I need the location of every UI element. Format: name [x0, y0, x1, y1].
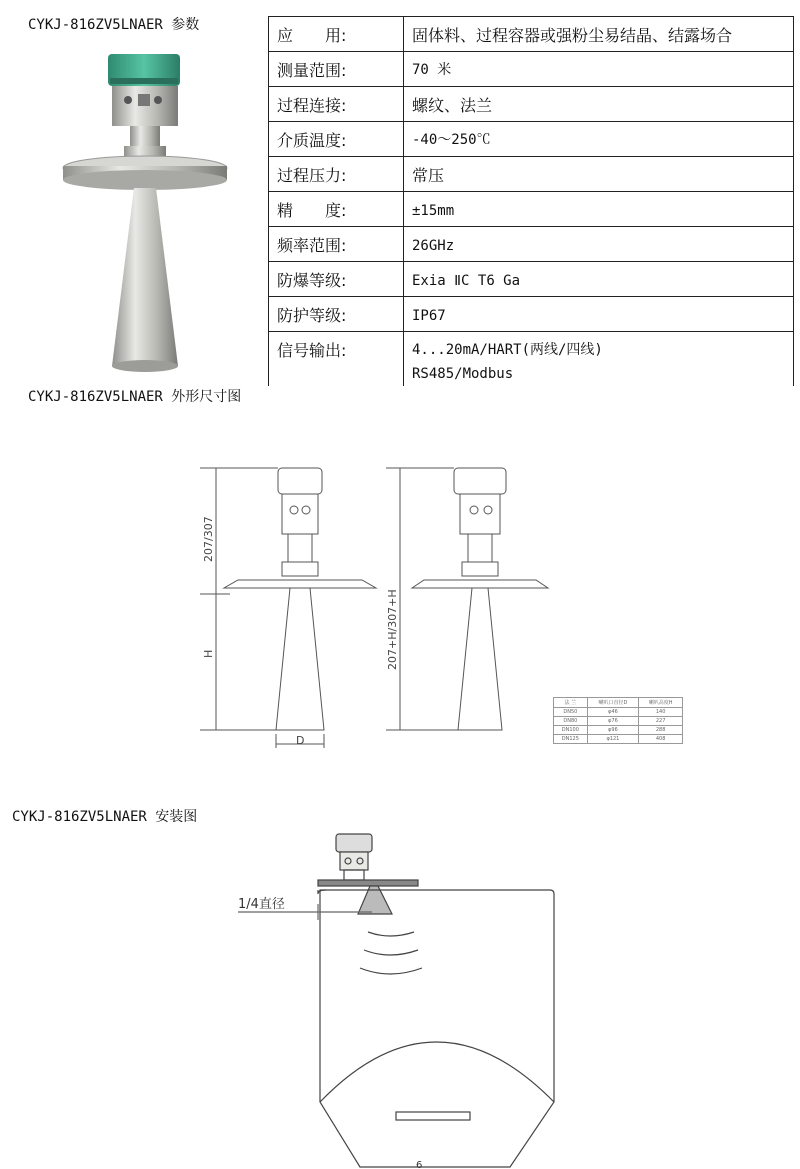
flange-table-cell: φ76 [587, 717, 639, 726]
diameter-label: D [296, 734, 305, 747]
left-top-dim-label: 207/307 [202, 516, 215, 562]
params-row [269, 227, 794, 262]
installation-drawing [230, 832, 570, 1169]
flange-table-header: 喇叭口直径D [587, 698, 639, 708]
param-key: 过程连接: [269, 87, 404, 122]
installation-heading: CYKJ-816ZV5LNAER 安装图 [12, 809, 198, 825]
param-value-text: Exia ⅡC T6 Ga [412, 272, 521, 289]
param-key: 介质温度: [269, 122, 404, 157]
flange-table-header-row [554, 698, 683, 708]
param-value [404, 297, 794, 332]
params-row [269, 297, 794, 332]
param-key: 频率范围: [269, 227, 404, 262]
param-value-text: 70 米 [412, 62, 452, 78]
params-row [269, 122, 794, 157]
param-value-line: RS485/Modbus [412, 366, 514, 382]
param-key: 应 用: [269, 17, 404, 52]
param-value-text: 常压 [412, 165, 445, 185]
flange-table-cell: 408 [639, 735, 683, 744]
flange-table-cell: φ96 [587, 726, 639, 735]
params-row [269, 17, 794, 52]
dimensions-heading: CYKJ-816ZV5LNAER 外形尺寸图 [28, 389, 242, 405]
param-value [404, 157, 794, 192]
param-key: 精 度: [269, 192, 404, 227]
param-value-text: 螺纹、法兰 [412, 95, 493, 115]
params-row [269, 52, 794, 87]
param-value-text: 26GHz [412, 237, 455, 254]
flange-table-header: 喇叭高度H [639, 698, 683, 708]
right-total-dim-label: 207+H/307+H [386, 589, 399, 670]
param-value-text: IP67 [412, 307, 446, 324]
param-value-line: 4...20mA/HART(两线/四线) [412, 342, 603, 358]
tank-body [320, 890, 554, 1167]
tank-material-surface [320, 1042, 554, 1102]
flange-table-cell: φ46 [587, 708, 639, 717]
param-value [404, 332, 794, 387]
flange-table-row [554, 708, 683, 717]
params-row [269, 87, 794, 122]
left-head-body [282, 494, 318, 534]
flange-table-row [554, 726, 683, 735]
left-head-cap [278, 468, 322, 494]
params-row [269, 157, 794, 192]
left-horn [276, 588, 324, 730]
flange-table-cell: DN125 [554, 735, 588, 744]
right-horn [458, 588, 502, 730]
params-row [269, 192, 794, 227]
flange-size-table [553, 697, 683, 744]
param-key: 测量范围: [269, 52, 404, 87]
params-row [269, 332, 794, 387]
param-value [404, 122, 794, 157]
flange-table-cell: 288 [639, 726, 683, 735]
right-head-cap [454, 468, 506, 494]
flange-table-header: 法 兰 [554, 698, 588, 708]
param-key: 过程压力: [269, 157, 404, 192]
flange-table-cell: DN50 [554, 708, 588, 717]
product-image [60, 48, 230, 378]
params-table [268, 16, 794, 386]
param-value-text: ±15mm [412, 202, 455, 219]
param-value [404, 192, 794, 227]
param-key: 防爆等级: [269, 262, 404, 297]
quarter-diameter-label: 1/4直径 [238, 897, 285, 912]
param-value [404, 52, 794, 87]
param-value-text: 固体料、过程容器或强粉尘易结晶、结露场合 [412, 25, 733, 45]
param-value-text: -40～250℃ [412, 132, 491, 148]
param-value [404, 227, 794, 262]
param-value [404, 87, 794, 122]
flange-table-cell: 227 [639, 717, 683, 726]
left-h-dim-label: H [202, 649, 215, 658]
param-value [404, 262, 794, 297]
tank-outlet [396, 1112, 470, 1120]
params-heading: CYKJ-816ZV5LNAER 参数 [28, 17, 200, 33]
flange-table-cell: DN80 [554, 717, 588, 726]
flange-table-row [554, 735, 683, 744]
param-key: 信号输出: [269, 332, 404, 387]
right-flange [412, 580, 548, 588]
flange-table-row [554, 717, 683, 726]
flange-table-cell: DN100 [554, 726, 588, 735]
left-flange [224, 580, 376, 588]
params-row [269, 262, 794, 297]
flange-table-cell: 140 [639, 708, 683, 717]
param-key: 防护等级: [269, 297, 404, 332]
bottom-letter-label: 6 [416, 1160, 423, 1169]
flange-table-cell: φ121 [587, 735, 639, 744]
param-value [404, 17, 794, 52]
